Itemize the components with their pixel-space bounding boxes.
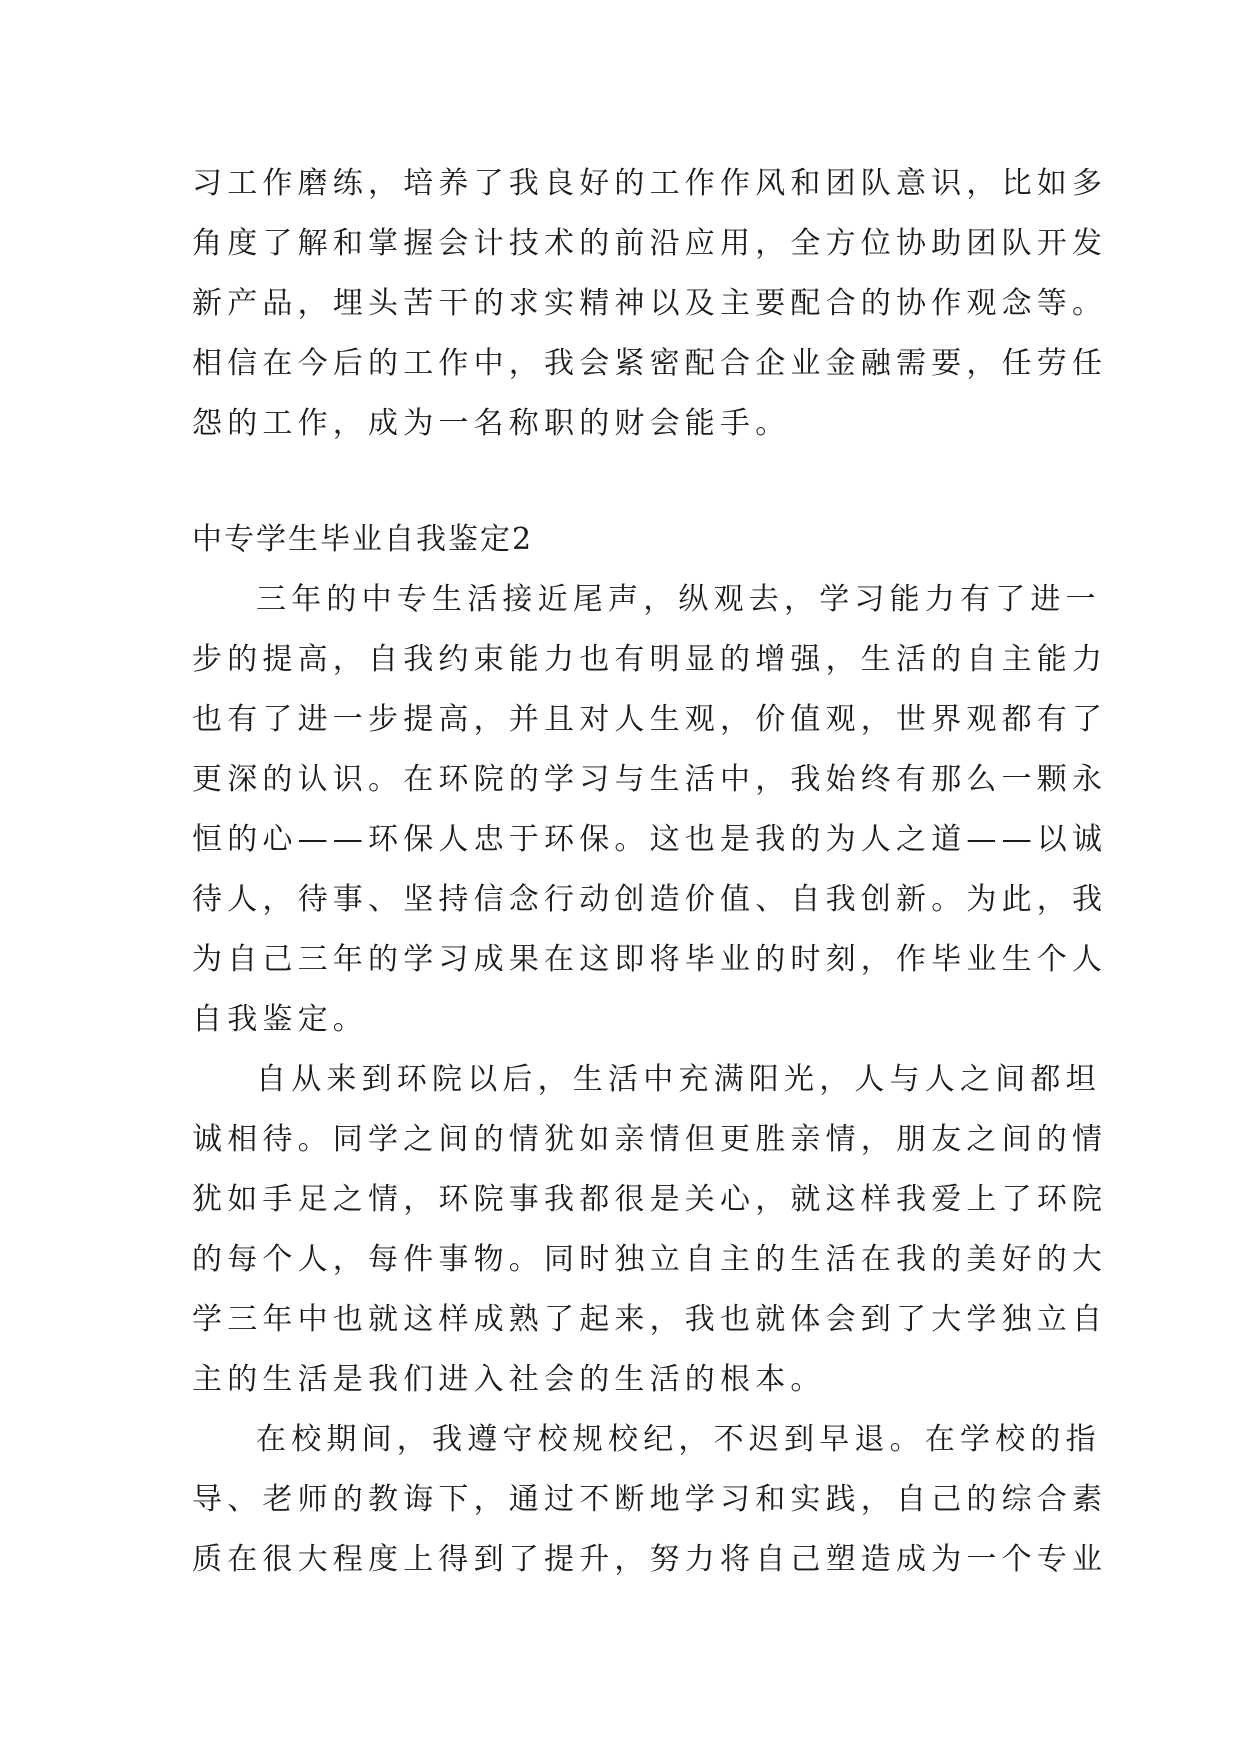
text-line: 诚相待。同学之间的情犹如亲情但更胜亲情，朋友之间的情 (192, 1122, 1108, 1157)
paragraph-2 (192, 1050, 1108, 1410)
paragraph-1 (192, 570, 1108, 1050)
text-line: 恒的心——环保人忠于环保。这也是我的为人之道——以诚 (192, 822, 1108, 857)
text-line: 主的生活是我们进入社会的生活的根本。 (192, 1362, 826, 1397)
paragraph-3 (192, 1410, 1108, 1590)
body-text (192, 570, 1108, 1590)
text-line: 的每个人，每件事物。同时独立自主的生活在我的美好的大 (192, 1242, 1108, 1277)
text-line: 犹如手足之情，环院事我都很是关心，就这样我爱上了环院 (192, 1182, 1108, 1217)
text-line: 为自己三年的学习成果在这即将毕业的时刻，作毕业生个人 (192, 942, 1108, 977)
text-line: 质在很大程度上得到了提升，努力将自己塑造成为一个专业 (192, 1542, 1108, 1577)
text-line: 步的提高，自我约束能力也有明显的增强，生活的自主能力 (192, 642, 1108, 677)
text-line: 怨的工作，成为一名称职的财会能手。 (192, 406, 791, 441)
text-line: 更深的认识。在环院的学习与生活中，我始终有那么一颗永 (192, 762, 1108, 797)
text-line: 自我鉴定。 (192, 1002, 368, 1037)
text-line: 在校期间，我遵守校规校纪，不迟到早退。在学校的指 (256, 1422, 1101, 1457)
text-line: 新产品，埋头苦干的求实精神以及主要配合的协作观念等。 (192, 286, 1108, 321)
text-line: 相信在今后的工作中，我会紧密配合企业金融需要，任劳任 (192, 346, 1108, 381)
text-line: 习工作磨练，培养了我良好的工作作风和团队意识，比如多 (192, 166, 1108, 201)
text-line: 也有了进一步提高，并且对人生观，价值观，世界观都有了 (192, 702, 1108, 737)
text-line: 学三年中也就这样成熟了起来，我也就体会到了大学独立自 (192, 1302, 1108, 1337)
section-title: 中专学生毕业自我鉴定2 (192, 522, 534, 557)
text-line: 自从来到环院以后，生活中充满阳光，人与人之间都坦 (256, 1062, 1101, 1097)
text-line: 三年的中专生活接近尾声，纵观去，学习能力有了进一 (256, 582, 1101, 617)
text-line: 待人，待事、坚持信念行动创造价值、自我创新。为此，我 (192, 882, 1108, 917)
text-line: 角度了解和掌握会计技术的前沿应用，全方位协助团队开发 (192, 226, 1108, 261)
intro-paragraph (192, 154, 1108, 454)
text-line: 导、老师的教诲下，通过不断地学习和实践，自己的综合素 (192, 1482, 1108, 1517)
